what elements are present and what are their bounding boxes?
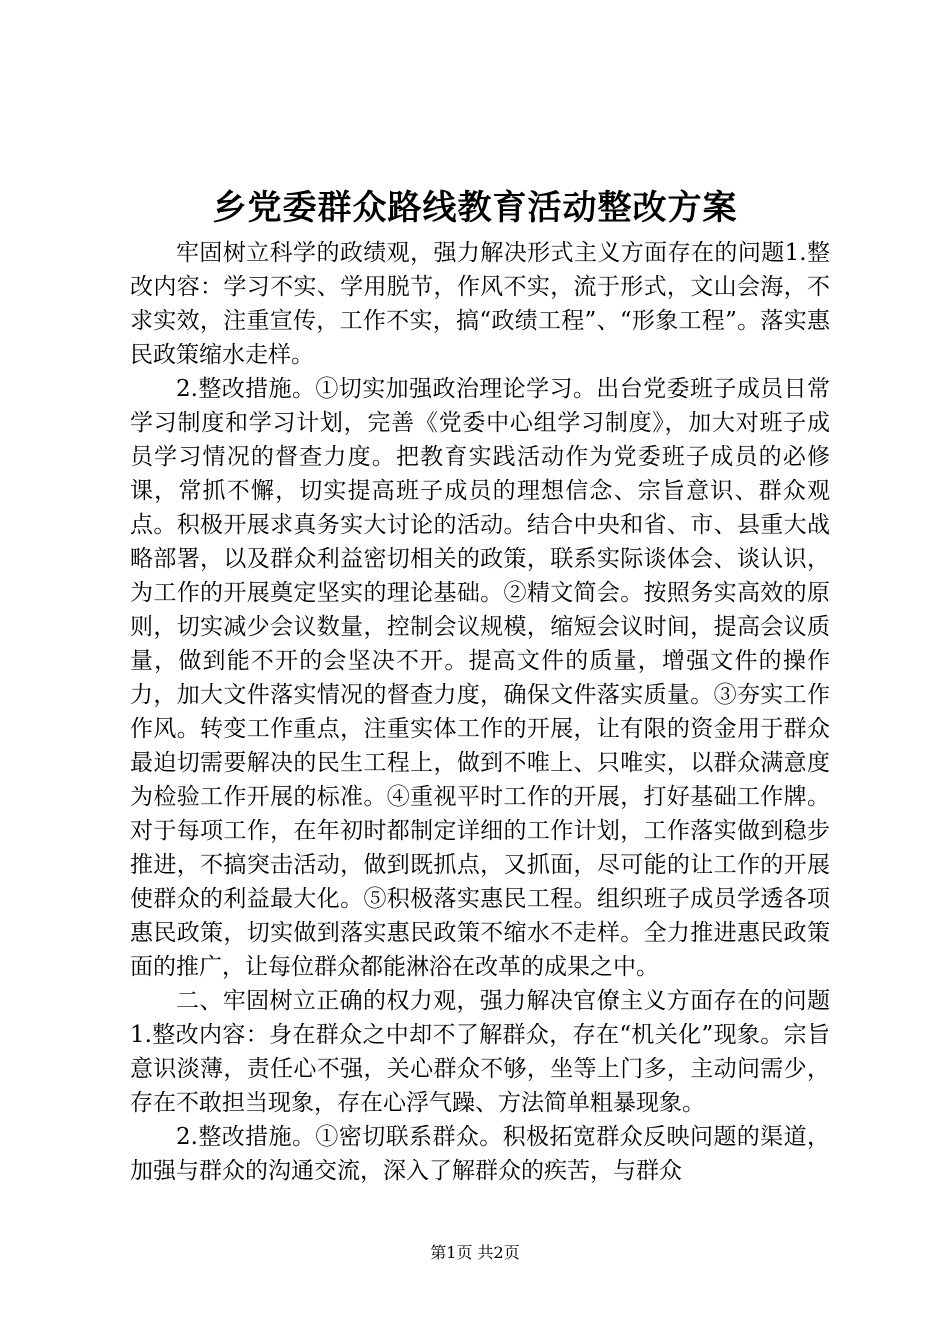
page-number-footer: 第1页 共2页: [430, 1243, 520, 1262]
paragraph-measures-2: 2.整改措施。①密切联系群众。积极拓宽群众反映问题的渠道，加强与群众的沟通交流，深入了解群众的疾苦，与群众: [130, 1124, 830, 1184]
paragraph-section-2: 二、牢固树立正确的权力观，强力解决官僚主义方面存在的问题1.整改内容：身在群众之中却不了解群众，存在“机关化”现象。宗旨意识淡薄，责任心不强，关心群众不够，坐等上门多，主动问需少，存在不敢担当现象，存在心浮气躁、方法简单粗暴现象。: [130, 988, 830, 1116]
document-title: 乡党委群众路线教育活动整改方案: [212, 188, 738, 228]
paragraph-intro: 牢固树立科学的政绩观，强力解决形式主义方面存在的问题1.整改内容：学习不实、学用脱节，作风不实，流于形式，文山会海，不求实效，注重宣传，工作不实，搞“政绩工程”、“形象工程”。落实惠民政策缩水走样。: [130, 240, 830, 368]
paragraph-measures-1: 2.整改措施。①切实加强政治理论学习。出台党委班子成员日常学习制度和学习计划，完善《党委中心组学习制度》，加大对班子成员学习情况的督查力度。把教育实践活动作为党委班子成员的必修课，常抓不懈，切实提高班子成员的理想信念、宗旨意识、群众观点。积极开展求真务实大讨论的活动。结合中央和省、市、县重大战略部署，以及群众利益密切相关的政策，联系实际谈体会、谈认识，为工作的开展奠定坚实的理论基础。②精文简会。按照务实高效的原则，切实减少会议数量，控制会议规模，缩短会议时间，提高会议质量，做到能不开的会坚决不开。提高文件的质量，增强文件的操作力，加大文件落实情况的督查力度，确保文件落实质量。③夯实工作作风。转变工作重点，注重实体工作的开展，让有限的资金用于群众最迫切需要解决的民生工程上，做到不唯上、只唯实，以群众满意度为检验工作开展的标准。④重视平时工作的开展，打好基础工作牌。对于每项工作，在年初时都制定详细的工作计划，工作落实做到稳步推进，不搞突击活动，做到既抓点，又抓面，尽可能的让工作的开展使群众的利益最大化。⑤积极落实惠民工程。组织班子成员学透各项惠民政策，切实做到落实惠民政策不缩水不走样。全力推进惠民政策面的推广，让每位群众都能淋浴在改革的成果之中。: [130, 376, 830, 980]
document-body: [130, 236, 830, 1188]
